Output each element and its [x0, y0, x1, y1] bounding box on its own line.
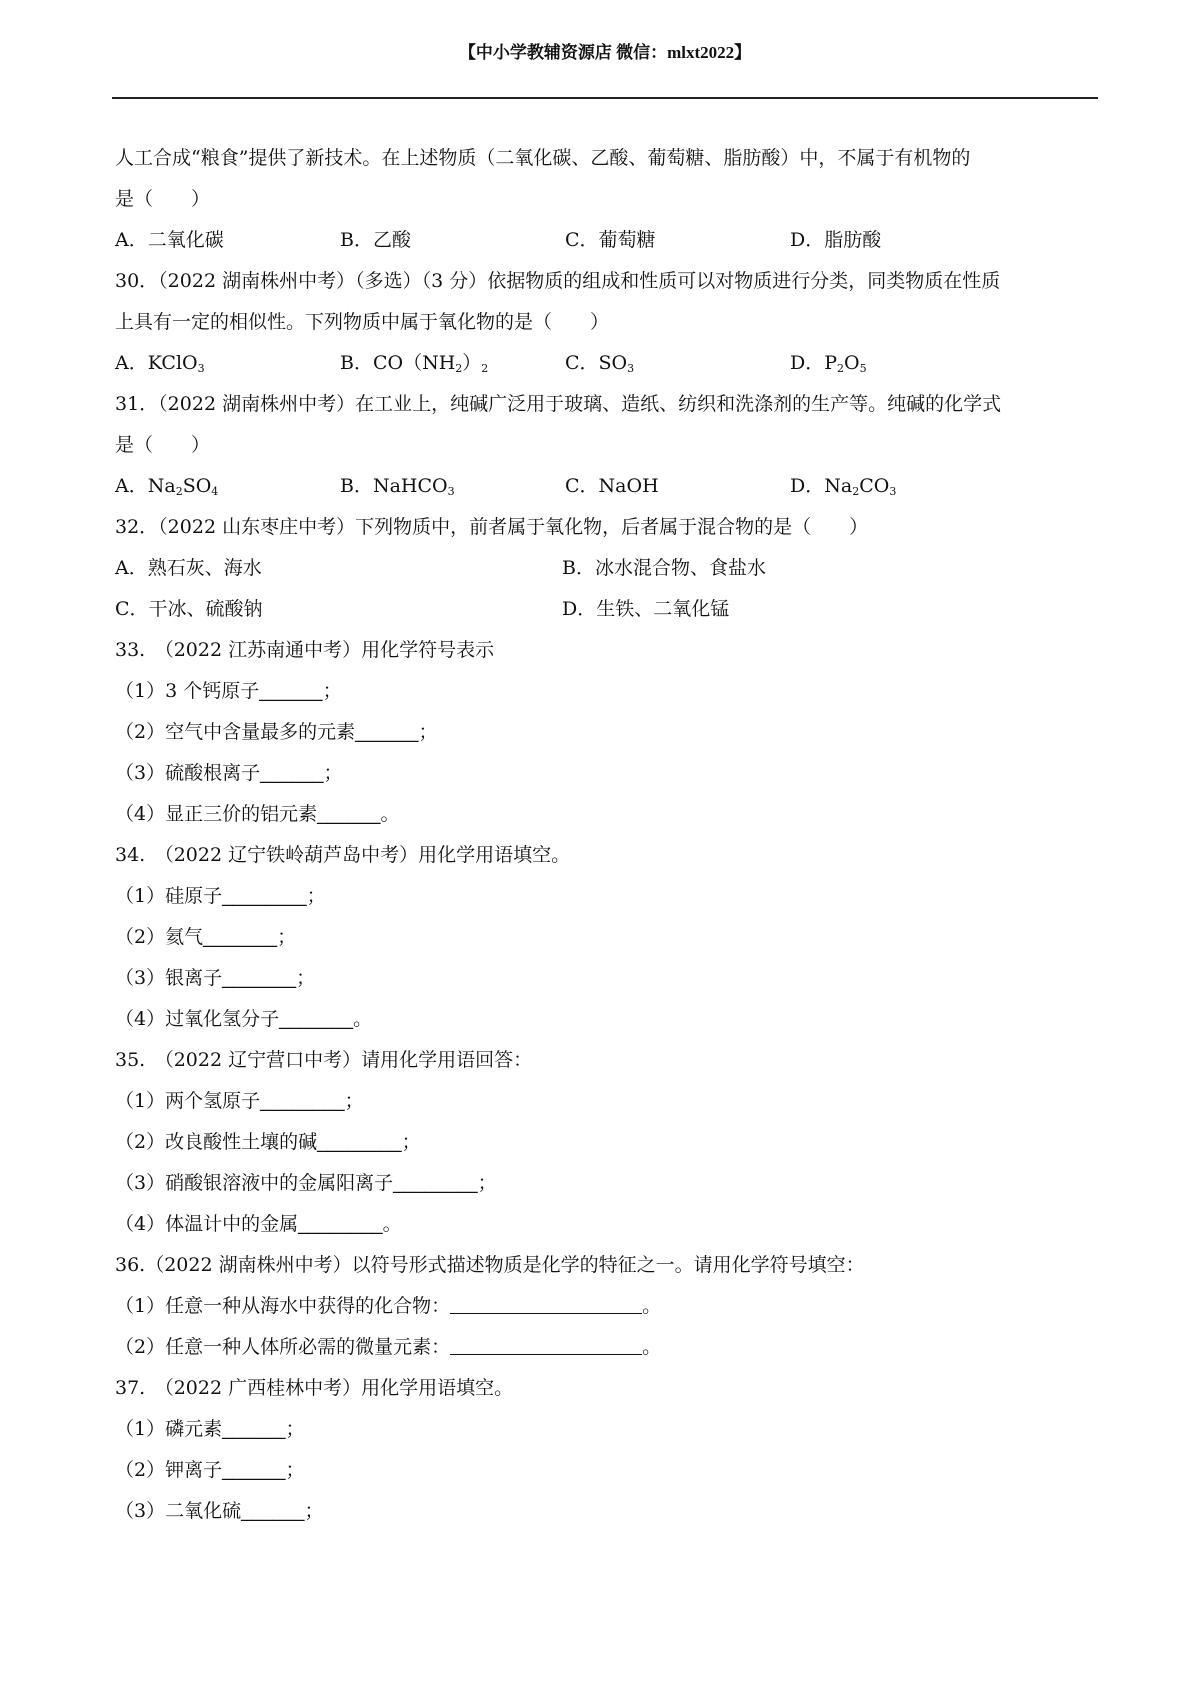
options-row: [115, 548, 1095, 589]
option-b[interactable]: B．乙酸: [340, 229, 411, 251]
option-c[interactable]: C．$SO_3$: [565, 352, 635, 375]
fill-item: （4）显正三价的铝元素______。: [115, 803, 400, 825]
answer-blank[interactable]: ______: [222, 1460, 286, 1481]
fill-item: （1）任意一种从海水中获得的化合物： 。: [115, 1286, 1095, 1327]
answer-blank[interactable]: ________: [260, 1091, 345, 1112]
question-text: 人工合成“粮食”提供了新技术。在上述物质（二氧化碳、乙酸、葡萄糖、脂肪酸）中，不属于有机物的: [115, 147, 971, 169]
document-body: [115, 138, 1095, 1532]
fill-item: （2）空气中含量最多的元素______；: [115, 721, 438, 743]
fill-item: （1）磷元素______；: [115, 1418, 305, 1440]
answer-blank[interactable]: ______: [259, 681, 323, 702]
answer-blank[interactable]: _______: [222, 968, 297, 989]
option-d[interactable]: D．生铁、二氧化锰: [562, 598, 730, 620]
options-row: [115, 466, 1095, 507]
fill-item: （4）体温计中的金属________。: [115, 1213, 402, 1235]
option-b[interactable]: B．NaHCO$_3$: [340, 475, 455, 498]
answer-blank[interactable]: ________: [222, 886, 307, 907]
question-32-title: 32．（2022 山东枣庄中考）下列物质中，前者属于氧化物，后者属于混合物的是（ ）: [115, 516, 869, 538]
question-30-title: 30．（2022 湖南株州中考）（多选）（3 分）依据物质的组成和性质可以对物质进行分类，同类物质在性质: [115, 270, 1001, 292]
question-30-text: 上具有一定的相似性。下列物质中属于氧化物的是（ ）: [115, 311, 610, 333]
answer-blank[interactable]: ______: [317, 804, 381, 825]
answer-blank[interactable]: _______: [279, 1009, 354, 1030]
question-33-title: 33. （2022 江苏南通中考）用化学符号表示: [115, 639, 495, 661]
question-37-title: 37. （2022 广西桂林中考）用化学用语填空。: [115, 1377, 514, 1399]
question-text: 是（ ）: [115, 188, 211, 210]
answer-blank[interactable]: [450, 1332, 642, 1355]
question-31-text: 是（ ）: [115, 434, 211, 456]
fill-item: （3）硫酸根离子______；: [115, 762, 343, 784]
question-31-title: 31．（2022 湖南株州中考）在工业上，纯碱广泛用于玻璃、造纸、纺织和洗涤剂的生产等。纯碱的化学式: [115, 393, 1002, 415]
option-d[interactable]: D．脂肪酸: [790, 229, 882, 251]
question-36-title: 36.（2022 湖南株州中考）以符号形式描述物质是化学的特征之一。请用化学符号填空：: [115, 1254, 865, 1276]
answer-blank[interactable]: ________: [317, 1132, 402, 1153]
question-35-title: 35. （2022 辽宁营口中考）请用化学用语回答：: [115, 1049, 533, 1071]
fill-item: （1）两个氢原子________；: [115, 1090, 364, 1112]
answer-blank[interactable]: ______: [355, 722, 419, 743]
options-row: [115, 343, 1095, 384]
option-a[interactable]: A．KClO$_3$: [115, 352, 205, 375]
answer-blank[interactable]: _______: [203, 927, 278, 948]
fill-item: （3）硝酸银溶液中的金属阳离子________；: [115, 1172, 497, 1194]
fill-item: （2）氦气_______；: [115, 926, 297, 948]
fill-item: （2）任意一种人体所必需的微量元素： 。: [115, 1327, 1095, 1368]
header-divider: [112, 97, 1098, 99]
fill-item: （1）3 个钙原子______；: [115, 680, 342, 702]
option-d[interactable]: D．$P_2O_5$: [790, 352, 867, 375]
fill-item: （1）硅原子________；: [115, 885, 326, 907]
fill-item: （3）二氧化硫______；: [115, 1500, 324, 1522]
fill-item: （4）过氧化氢分子_______。: [115, 1008, 373, 1030]
option-b[interactable]: B．冰水混合物、食盐水: [562, 557, 766, 579]
options-row: [115, 589, 1095, 630]
option-b[interactable]: B．$CO(NH_2)_2$: [340, 352, 489, 375]
answer-blank[interactable]: ______: [260, 763, 324, 784]
option-c[interactable]: C．NaOH: [565, 475, 659, 497]
option-a[interactable]: A．$Na_2SO_4$: [115, 475, 219, 498]
fill-item: （2）改良酸性土壤的碱________；: [115, 1131, 421, 1153]
option-c[interactable]: C．干冰、硫酸钠: [115, 598, 263, 620]
answer-blank[interactable]: ________: [393, 1173, 478, 1194]
page-header: 【中小学教辅资源店 微信：mlxt2022】: [458, 43, 752, 62]
fill-item: （2）钾离子______；: [115, 1459, 305, 1481]
option-c[interactable]: C．葡萄糖: [565, 229, 656, 251]
question-34-title: 34. （2022 辽宁铁岭葫芦岛中考）用化学用语填空。: [115, 844, 571, 866]
fill-item: （3）银离子_______；: [115, 967, 316, 989]
answer-blank[interactable]: [450, 1291, 642, 1314]
option-a[interactable]: A．熟石灰、海水: [115, 557, 262, 579]
option-d[interactable]: D．$Na_2CO_3$: [790, 475, 897, 498]
answer-blank[interactable]: ________: [298, 1214, 383, 1235]
answer-blank[interactable]: ______: [241, 1501, 305, 1522]
answer-blank[interactable]: ______: [222, 1419, 286, 1440]
option-a[interactable]: A．二氧化碳: [115, 229, 224, 251]
options-row: [115, 220, 1095, 261]
